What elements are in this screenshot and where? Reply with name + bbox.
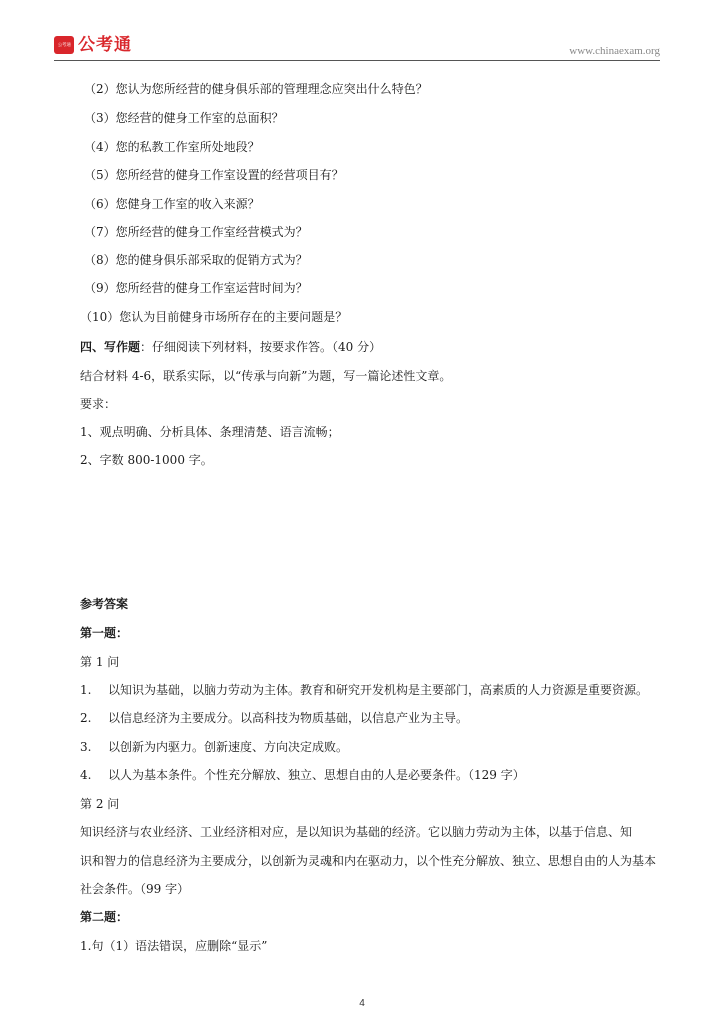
brand-name: 公考通 [78, 35, 132, 55]
list-item-text: 以创新为内驱力。创新速度、方向决定成败。 [108, 740, 349, 754]
answer-line: 1.句（1）语法错误，应删除“显示” [80, 939, 268, 953]
survey-question: （3）您经营的健身工作室的总面积？ [84, 111, 284, 125]
question-label: 第 1 问 [80, 655, 120, 669]
survey-question: （6）您健身工作室的收入来源？ [84, 197, 260, 211]
question-label: 第 2 问 [80, 797, 120, 811]
brand-logo-icon [54, 36, 74, 54]
logo-badge-text: 公考通 [57, 41, 71, 48]
survey-question: （8）您的健身俱乐部采取的促销方式为？ [84, 253, 308, 267]
requirements-label: 要求： [80, 397, 117, 411]
list-item-text: 以信息经济为主要成分。以高科技为物质基础，以信息产业为主导。 [108, 711, 469, 725]
requirement-item: 1、观点明确、分析具体、条理清楚、语言流畅； [80, 425, 340, 439]
answer-paragraph-line: 知识经济与农业经济、工业经济相对应，是以知识为基础的经济。它以脑力劳动为主体，以基于信息、知 [80, 825, 633, 839]
part-heading: 第二题： [80, 910, 129, 924]
writing-heading [80, 339, 660, 355]
writing-prompt: 结合材料 4-6，联系实际，以“传承与向新”为题，写一篇论述性文章。 [80, 369, 452, 383]
site-url: www.chinaexam.org [569, 45, 660, 57]
survey-question: （2）您认为您所经营的健身俱乐部的管理理念应突出什么特色？ [84, 82, 428, 96]
answers-title: 参考答案 [80, 597, 129, 611]
list-item [80, 739, 660, 755]
survey-question: （4）您的私教工作室所处地段？ [84, 140, 260, 154]
list-item-number: 1. [80, 683, 92, 697]
part-heading: 第一题： [80, 626, 129, 640]
writing-heading-bold: 四、写作题 [80, 340, 141, 354]
page-header [0, 0, 724, 62]
answer-paragraph-line: 社会条件。（99 字） [80, 882, 190, 896]
survey-question: （5）您所经营的健身工作室设置的经营项目有？ [84, 168, 344, 182]
list-item-number: 3. [80, 740, 92, 754]
list-item [80, 682, 680, 698]
list-item [80, 710, 660, 726]
survey-question: （10）您认为目前健身市场所存在的主要问题是？ [80, 310, 348, 324]
writing-heading-rest: ：仔细阅读下列材料，按要求作答。（40 分） [140, 340, 382, 354]
answer-paragraph-line: 识和智力的信息经济为主要成分，以创新为灵魂和内在驱动力，以个性充分解放、独立、思想自由的人为基本 [80, 854, 657, 868]
list-item-text: 以人为基本条件。个性充分解放、独立、思想自由的人是必要条件。（129 字） [108, 768, 525, 782]
survey-question: （7）您所经营的健身工作室经营模式为？ [84, 225, 308, 239]
page-number: 4 [359, 998, 365, 1009]
list-item-text: 以知识为基础，以脑力劳动为主体。教育和研究开发机构是主要部门，高素质的人力资源是重要资源。 [108, 683, 649, 697]
header-divider [54, 60, 660, 61]
list-item [80, 767, 660, 783]
list-item-number: 2. [80, 711, 92, 725]
survey-question: （9）您所经营的健身工作室运营时间为？ [84, 281, 308, 295]
requirement-item: 2、字数 800-1000 字。 [80, 453, 213, 467]
list-item-number: 4. [80, 768, 92, 782]
